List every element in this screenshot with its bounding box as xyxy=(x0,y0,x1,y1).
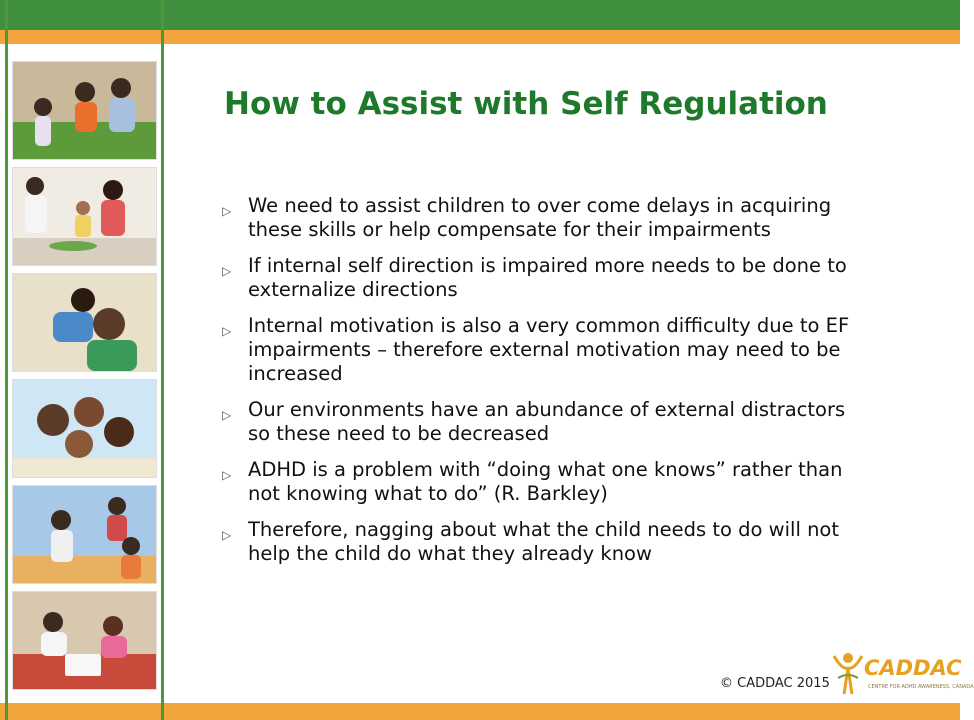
bullet-item xyxy=(222,194,872,242)
logo-wordmark: CADDAC xyxy=(864,656,962,680)
top-green-band xyxy=(0,0,960,30)
bullet-item xyxy=(222,398,872,446)
bullet-text: If internal self direction is impaired more needs to be done to externalize directions xyxy=(248,254,847,301)
slide-title: How to Assist with Self Regulation xyxy=(224,86,828,122)
triangle-bullet-icon: ▷ xyxy=(222,264,232,278)
bullet-text: Internal motivation is also a very common difficulty due to EF impairments – therefore external motivation may need to be increased xyxy=(248,314,850,385)
sidebar-right-line xyxy=(161,0,164,720)
copyright-text: © CADDAC 2015 xyxy=(720,676,830,691)
top-orange-band xyxy=(0,30,960,44)
caddac-logo xyxy=(828,648,974,698)
triangle-bullet-icon: ▷ xyxy=(222,468,232,482)
family-photo-2 xyxy=(12,167,157,266)
family-photo-1 xyxy=(12,61,157,160)
bullet-item xyxy=(222,254,872,302)
sidebar-left-line xyxy=(5,0,8,720)
family-photo-5 xyxy=(12,485,157,584)
bullet-text: We need to assist children to over come delays in acquiring these skills or help compensate for their impairments xyxy=(248,194,832,241)
logo-figure-icon xyxy=(828,648,868,698)
triangle-bullet-icon: ▷ xyxy=(222,528,232,542)
family-photo-4 xyxy=(12,379,157,478)
family-photo-3 xyxy=(12,273,157,372)
bullet-item xyxy=(222,314,872,386)
logo-tagline: CENTRE FOR ADHD AWARENESS, CANADA xyxy=(868,684,974,690)
bullet-item xyxy=(222,518,872,566)
bottom-orange-band xyxy=(0,703,960,720)
triangle-bullet-icon: ▷ xyxy=(222,408,232,422)
bullet-text: ADHD is a problem with “doing what one knows” rather than not knowing what to do” (R. Barkley) xyxy=(248,458,843,505)
bullet-item xyxy=(222,458,872,506)
bullet-list xyxy=(222,194,872,578)
triangle-bullet-icon: ▷ xyxy=(222,324,232,338)
triangle-bullet-icon: ▷ xyxy=(222,204,232,218)
family-photo-6 xyxy=(12,591,157,690)
bullet-text: Our environments have an abundance of external distractors so these need to be decreased xyxy=(248,398,846,445)
bullet-text: Therefore, nagging about what the child needs to do will not help the child do what they already know xyxy=(248,518,840,565)
photo-sidebar xyxy=(0,44,166,703)
